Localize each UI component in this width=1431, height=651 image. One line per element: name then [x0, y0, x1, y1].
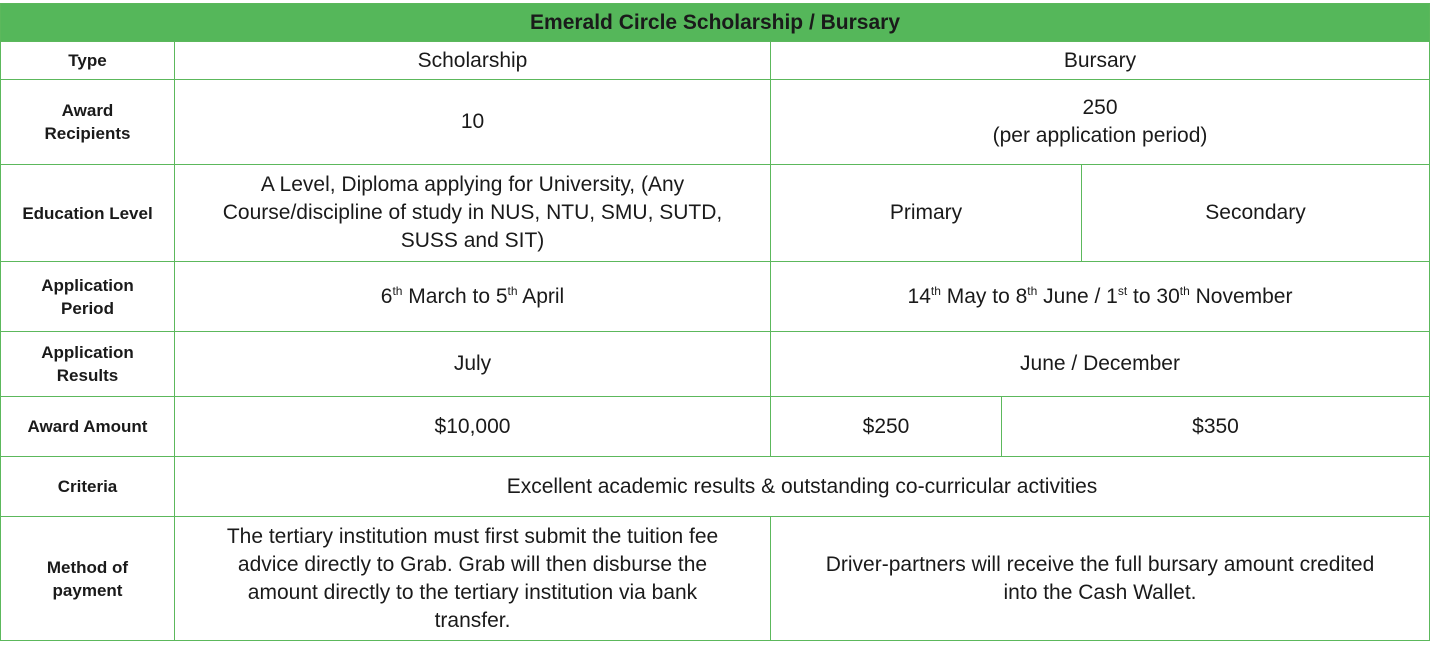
type-bursary: Bursary	[771, 42, 1430, 80]
row-label-line: Recipients	[44, 124, 131, 143]
row-label-method-of-payment	[1, 517, 175, 641]
application-results-bursary: June / December	[771, 332, 1430, 397]
table-row-award-recipients	[1, 80, 1430, 165]
period-text: 14	[907, 284, 931, 308]
ordinal-suffix: st	[1117, 283, 1128, 298]
cell-line: advice directly to Grab. Grab will then disburse the	[237, 552, 708, 576]
cell-line: 250	[1082, 96, 1118, 119]
application-period-bursary	[771, 262, 1430, 332]
cell-line: Course/discipline of study in NUS, NTU, SMU, SUTD,	[222, 201, 723, 224]
row-label-application-results	[1, 332, 175, 397]
scholarship-bursary-table	[0, 3, 1430, 641]
cell-line: into the Cash Wallet.	[1003, 580, 1197, 604]
award-recipients-scholarship: 10	[175, 80, 771, 165]
type-scholarship: Scholarship	[175, 42, 771, 80]
row-label-award-recipients	[1, 80, 175, 165]
education-level-scholarship	[175, 165, 771, 262]
row-label-line: Application	[41, 275, 134, 295]
table-row-method-of-payment	[1, 517, 1430, 641]
row-label-line: Application	[41, 343, 134, 362]
row-label-award-amount: Award Amount	[1, 397, 175, 457]
row-label-line: Results	[56, 366, 119, 385]
cell-line: A Level, Diploma applying for University, (Any	[260, 173, 685, 196]
application-results-scholarship: July	[175, 332, 771, 397]
table-row-application-period	[1, 262, 1430, 332]
cell-line: SUSS and SIT)	[400, 229, 545, 252]
table-row-type	[1, 42, 1430, 80]
ordinal-suffix: th	[392, 283, 403, 298]
period-text: March to 5	[402, 284, 508, 308]
ordinal-suffix: th	[1027, 283, 1038, 298]
application-period-scholarship	[175, 262, 771, 332]
row-label-line: Method of	[46, 557, 129, 577]
table-row-application-results	[1, 332, 1430, 397]
row-label-line: Period	[61, 298, 114, 318]
method-of-payment-bursary	[771, 517, 1430, 641]
table-row-award-amount	[1, 397, 1430, 457]
ordinal-suffix: th	[507, 283, 518, 298]
cell-line: transfer.	[434, 608, 511, 632]
row-label-type: Type	[1, 42, 175, 80]
ordinal-suffix: th	[930, 283, 941, 298]
award-amount-primary: $250	[771, 397, 1002, 457]
table-title: Emerald Circle Scholarship / Bursary	[1, 4, 1430, 42]
cell-line: Driver-partners will receive the full bursary amount credited	[825, 552, 1375, 576]
period-text: May to 8	[940, 284, 1028, 308]
table-row-criteria	[1, 457, 1430, 517]
cell-line: (per application period)	[992, 124, 1208, 147]
award-amount-secondary: $350	[1002, 397, 1430, 457]
period-text: 6	[380, 284, 393, 308]
award-recipients-bursary	[771, 80, 1430, 165]
education-level-secondary: Secondary	[1082, 165, 1430, 262]
period-text: November	[1189, 284, 1293, 308]
period-text: June / 1	[1037, 284, 1118, 308]
row-label-criteria: Criteria	[1, 457, 175, 517]
table-title-row	[1, 4, 1430, 42]
cell-line: The tertiary institution must first submit the tuition fee	[226, 524, 719, 548]
award-amount-scholarship: $10,000	[175, 397, 771, 457]
cell-line: amount directly to the tertiary institution via bank	[247, 580, 698, 604]
education-level-primary: Primary	[771, 165, 1082, 262]
ordinal-suffix: th	[1179, 283, 1190, 298]
row-label-line: payment	[52, 580, 123, 600]
method-of-payment-scholarship	[175, 517, 771, 641]
row-label-line: Award	[61, 101, 114, 120]
row-label-education-level: Education Level	[1, 165, 175, 262]
period-text: to 30	[1127, 284, 1180, 308]
row-label-application-period	[1, 262, 175, 332]
table-row-education-level	[1, 165, 1430, 262]
criteria-value: Excellent academic results & outstanding co-curricular activities	[175, 457, 1430, 517]
period-text: April	[517, 284, 565, 308]
